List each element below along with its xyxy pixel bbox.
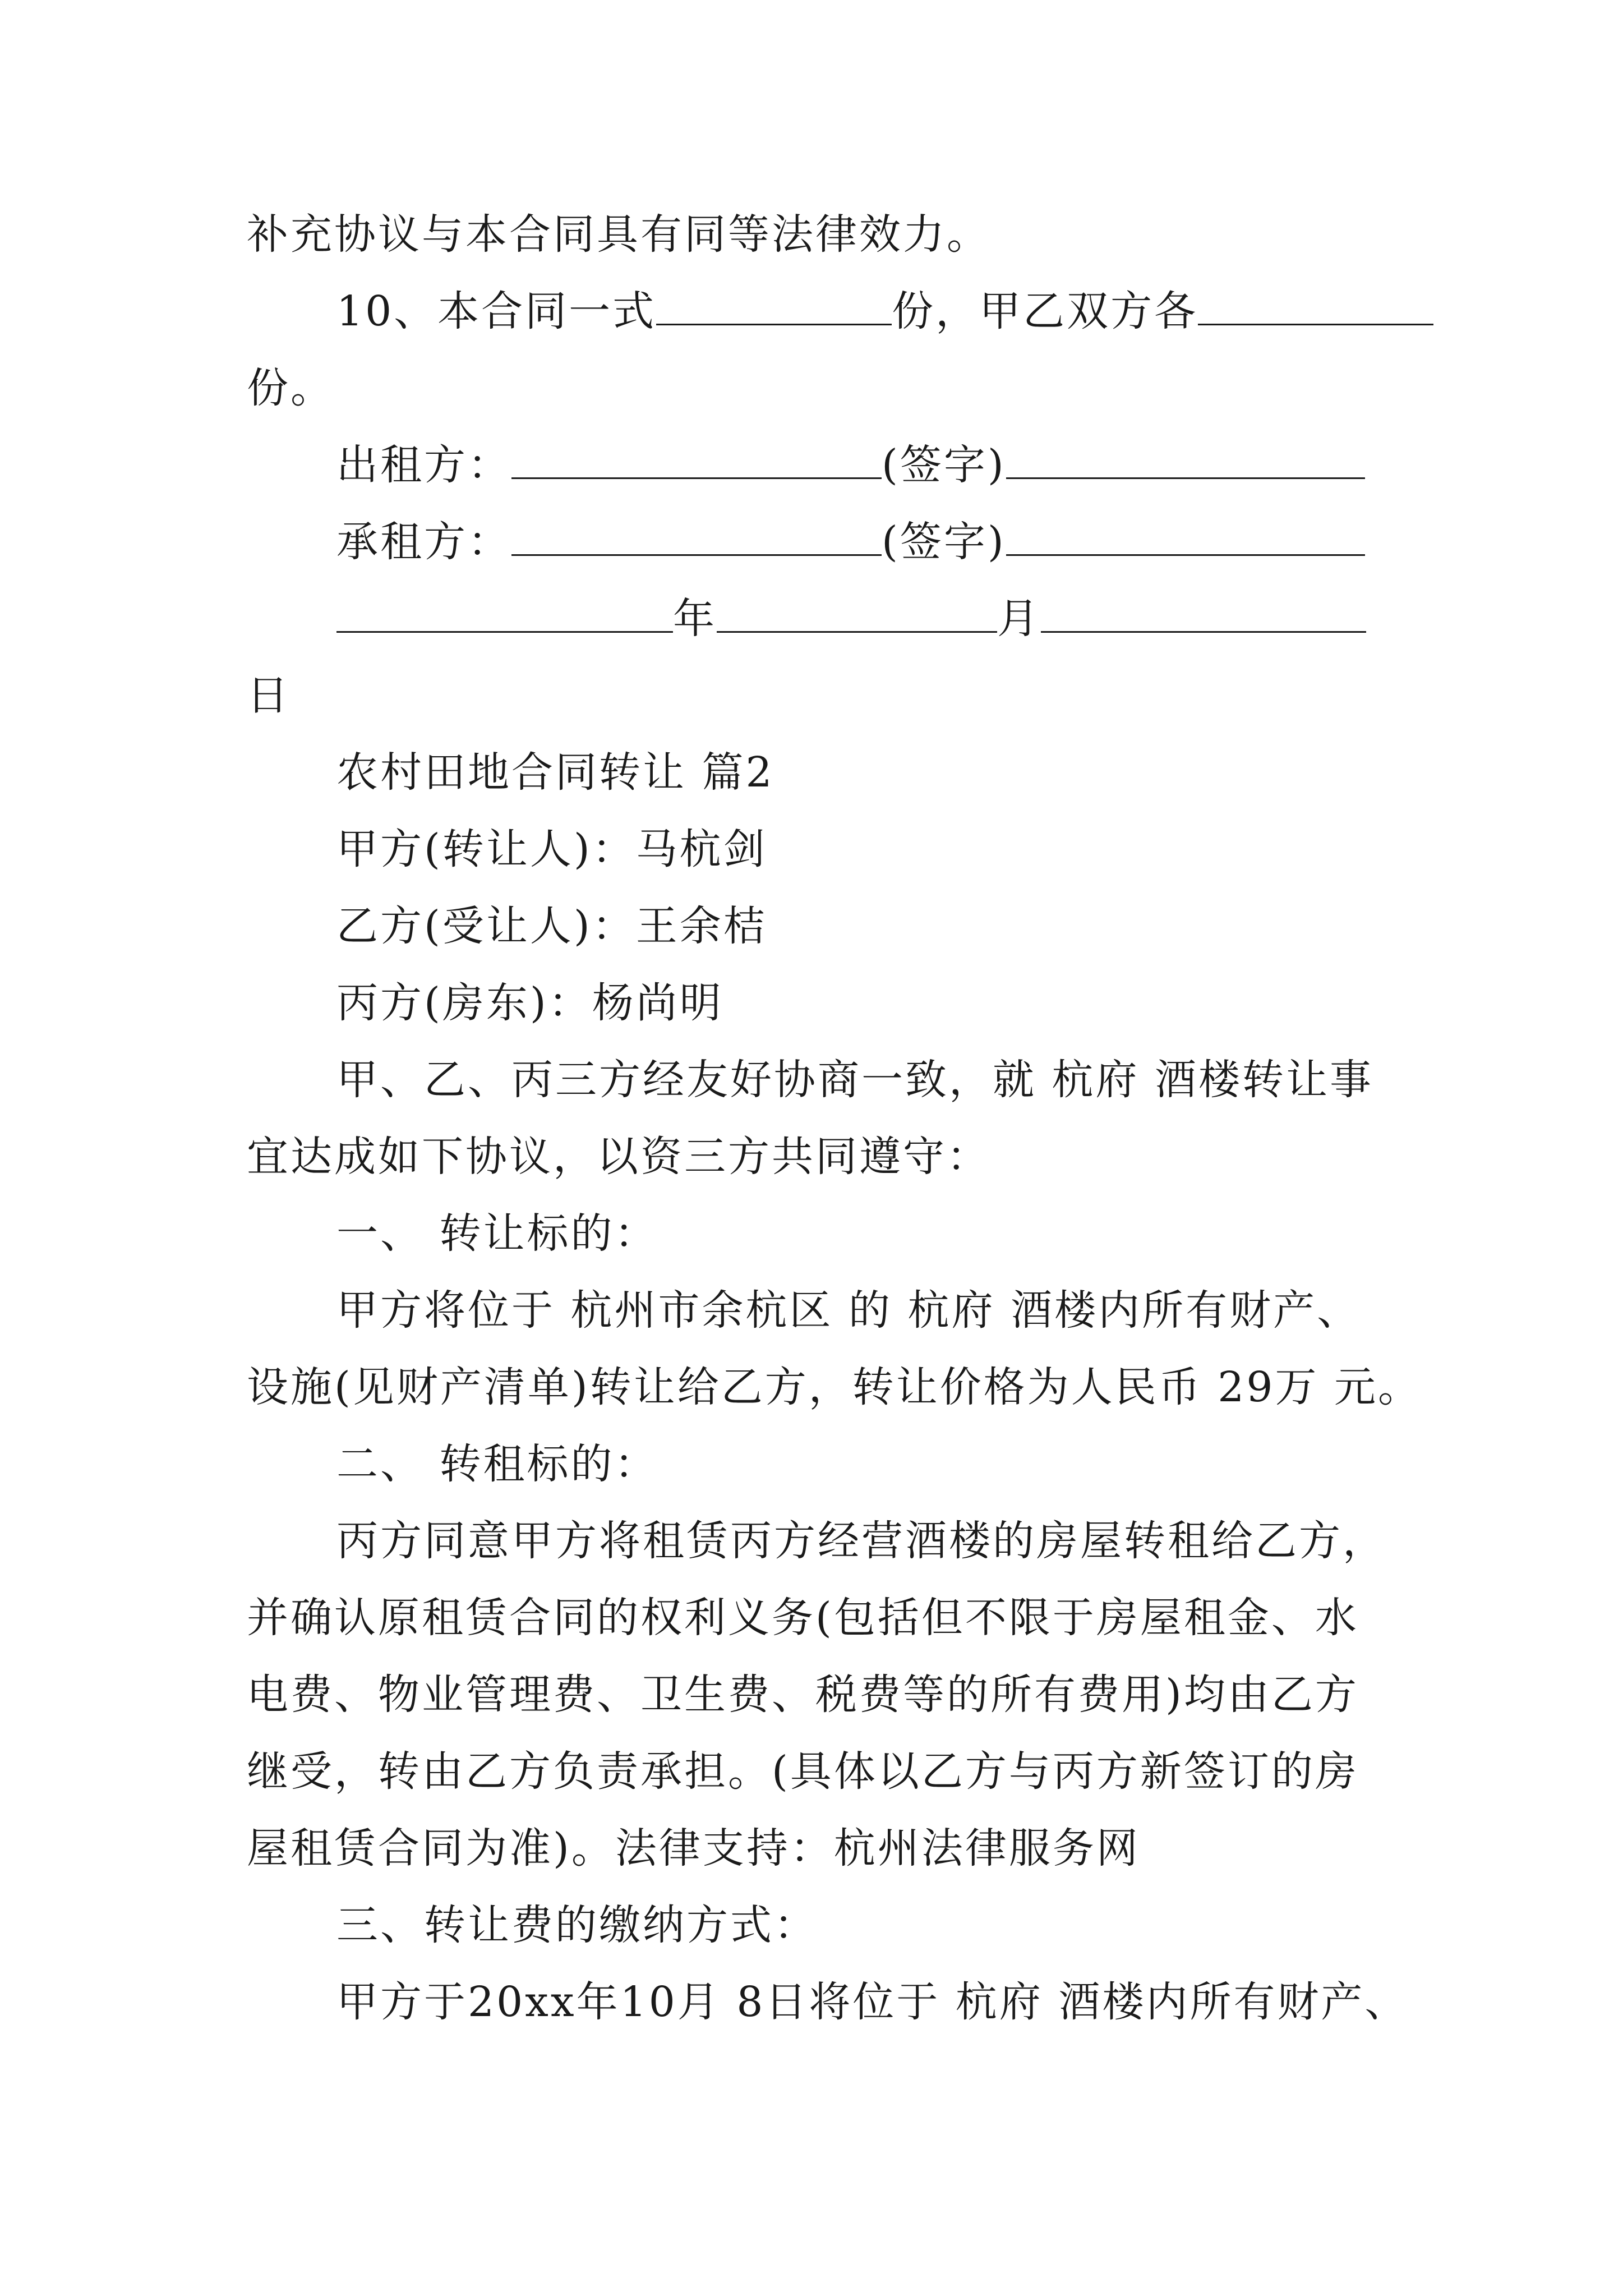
text: 乙方(受让人)：王余桔	[336, 902, 767, 950]
clause-heading	[336, 1436, 658, 1492]
paragraph-line	[247, 1590, 1359, 1646]
label: (签字)	[882, 518, 1006, 566]
fill-blank	[1006, 440, 1365, 479]
text: 甲方(转让人)：马杭剑	[336, 825, 767, 873]
label: 年	[673, 595, 717, 643]
fill-blank	[656, 287, 892, 325]
paragraph-line	[247, 1359, 1422, 1415]
party-a	[336, 821, 767, 877]
paragraph-line	[247, 206, 990, 263]
fill-blank	[717, 594, 997, 633]
label: 月	[997, 595, 1041, 643]
label: (签字)	[882, 441, 1006, 489]
section-title	[336, 744, 774, 800]
paragraph-line	[336, 1513, 1386, 1569]
signature-line-lessee	[336, 514, 1365, 570]
paragraph-line	[247, 1820, 1140, 1876]
paragraph-line	[336, 1282, 1361, 1338]
fill-blank	[511, 440, 882, 479]
fill-blank	[511, 517, 882, 556]
paragraph-line	[247, 668, 291, 724]
label: 出租方：	[336, 441, 511, 489]
fill-blank	[1198, 287, 1433, 325]
paragraph-line	[247, 1667, 1359, 1723]
text: 一、 转让标的：	[336, 1209, 658, 1258]
text: 设施(见财产清单)转让给乙方，转让价格为人民币 29万 元。	[247, 1363, 1422, 1411]
text: 甲、乙、丙三方经友好协商一致，就 杭府 酒楼转让事	[336, 1056, 1374, 1104]
party-b	[336, 898, 767, 954]
text: 甲方将位于 杭州市余杭区 的 杭府 酒楼内所有财产、	[336, 1286, 1361, 1335]
text: 继受，转由乙方负责承担。(具体以乙方与丙方新签订的房	[247, 1747, 1359, 1796]
text: 份。	[247, 364, 334, 412]
clause-heading	[336, 1897, 818, 1953]
text: 补充协议与本合同具有同等法律效力。	[247, 210, 990, 259]
text: 二、 转租标的：	[336, 1440, 658, 1488]
paragraph-line	[247, 360, 334, 416]
text: 宜达成如下协议，以资三方共同遵守：	[247, 1133, 990, 1181]
text: 并确认原租赁合同的权利义务(包括但不限于房屋租金、水	[247, 1594, 1359, 1642]
paragraph-line	[336, 283, 1433, 339]
text: 三、转让费的缴纳方式：	[336, 1901, 818, 1949]
text: 10、本合同一式	[336, 287, 657, 335]
clause-heading	[336, 1205, 658, 1262]
text: 份，甲乙双方各	[892, 287, 1198, 335]
date-line	[336, 591, 1366, 647]
paragraph-line	[336, 1974, 1408, 2030]
text: 丙方(房东)：杨尚明	[336, 979, 723, 1027]
text: 丙方同意甲方将租赁丙方经营酒楼的房屋转租给乙方，	[336, 1517, 1386, 1565]
paragraph-line	[247, 1129, 990, 1185]
text: 日	[247, 671, 291, 720]
text: 屋租赁合同为准)。法律支持：杭州法律服务网	[247, 1824, 1140, 1872]
fill-blank	[336, 594, 673, 633]
text: 甲方于20xx年10月 8日将位于 杭府 酒楼内所有财产、	[336, 1978, 1409, 2026]
text: 电费、物业管理费、卫生费、税费等的所有费用)均由乙方	[247, 1671, 1359, 1719]
text: 农村田地合同转让 篇2	[336, 748, 774, 797]
signature-line-lessor	[336, 437, 1365, 493]
label: 承租方：	[336, 518, 511, 566]
party-c	[336, 975, 723, 1031]
fill-blank	[1041, 594, 1366, 633]
paragraph-line	[336, 1052, 1373, 1108]
fill-blank	[1006, 517, 1365, 556]
paragraph-line	[247, 1743, 1359, 1800]
